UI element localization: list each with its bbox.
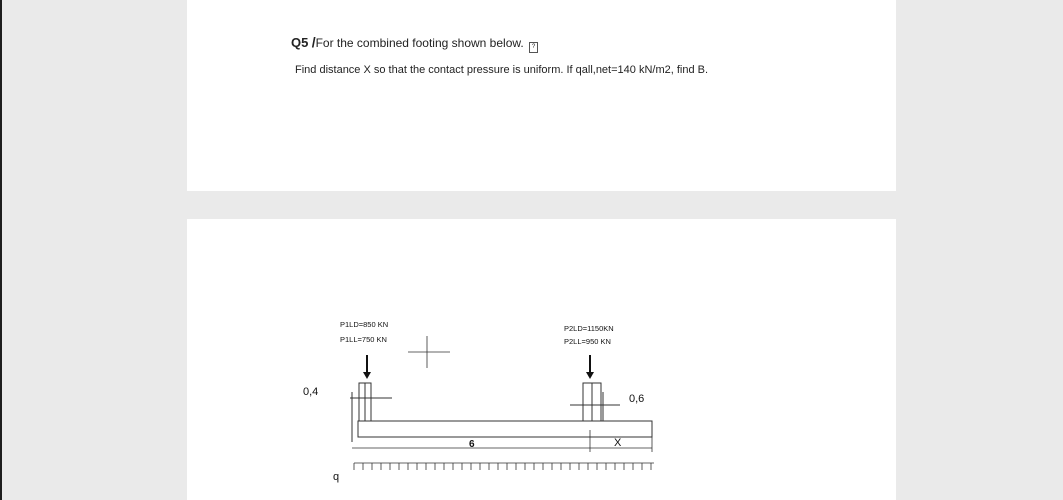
- column-1: [350, 383, 392, 442]
- p2-live-load-label: P2LL=950 KN: [564, 337, 611, 346]
- combined-footing-slab: [358, 421, 652, 437]
- soil-pressure-arrows: [354, 463, 654, 470]
- right-column-width-label: 0,6: [629, 393, 645, 405]
- resultant-marker-icon: [408, 336, 450, 368]
- p1-live-load-label: P1LL=750 KN: [340, 335, 387, 344]
- span-dimension-line: [352, 430, 652, 452]
- left-column-width-label: 0,4: [303, 386, 319, 398]
- column-2: [570, 383, 620, 421]
- question-body: Find distance X so that the contact pressure is uniform. If qall,net=140 kN/m2, find B.: [295, 64, 709, 76]
- question-separator: /: [311, 34, 316, 50]
- p1-dead-load-label: P1LD=850 KN: [340, 320, 389, 329]
- question-title-text: For the combined footing shown below.: [315, 36, 524, 50]
- distance-x-label: X: [614, 437, 622, 449]
- p2-load-arrow-icon: [586, 355, 594, 379]
- p1-load-arrow-icon: [363, 355, 371, 379]
- pressure-q-label: q: [333, 471, 340, 483]
- question-number: Q5: [291, 35, 309, 50]
- missing-glyph-icon: ?: [529, 42, 538, 53]
- p2-dead-load-label: P2LD=1150KN: [564, 324, 614, 333]
- span-length-label: 6: [469, 439, 475, 450]
